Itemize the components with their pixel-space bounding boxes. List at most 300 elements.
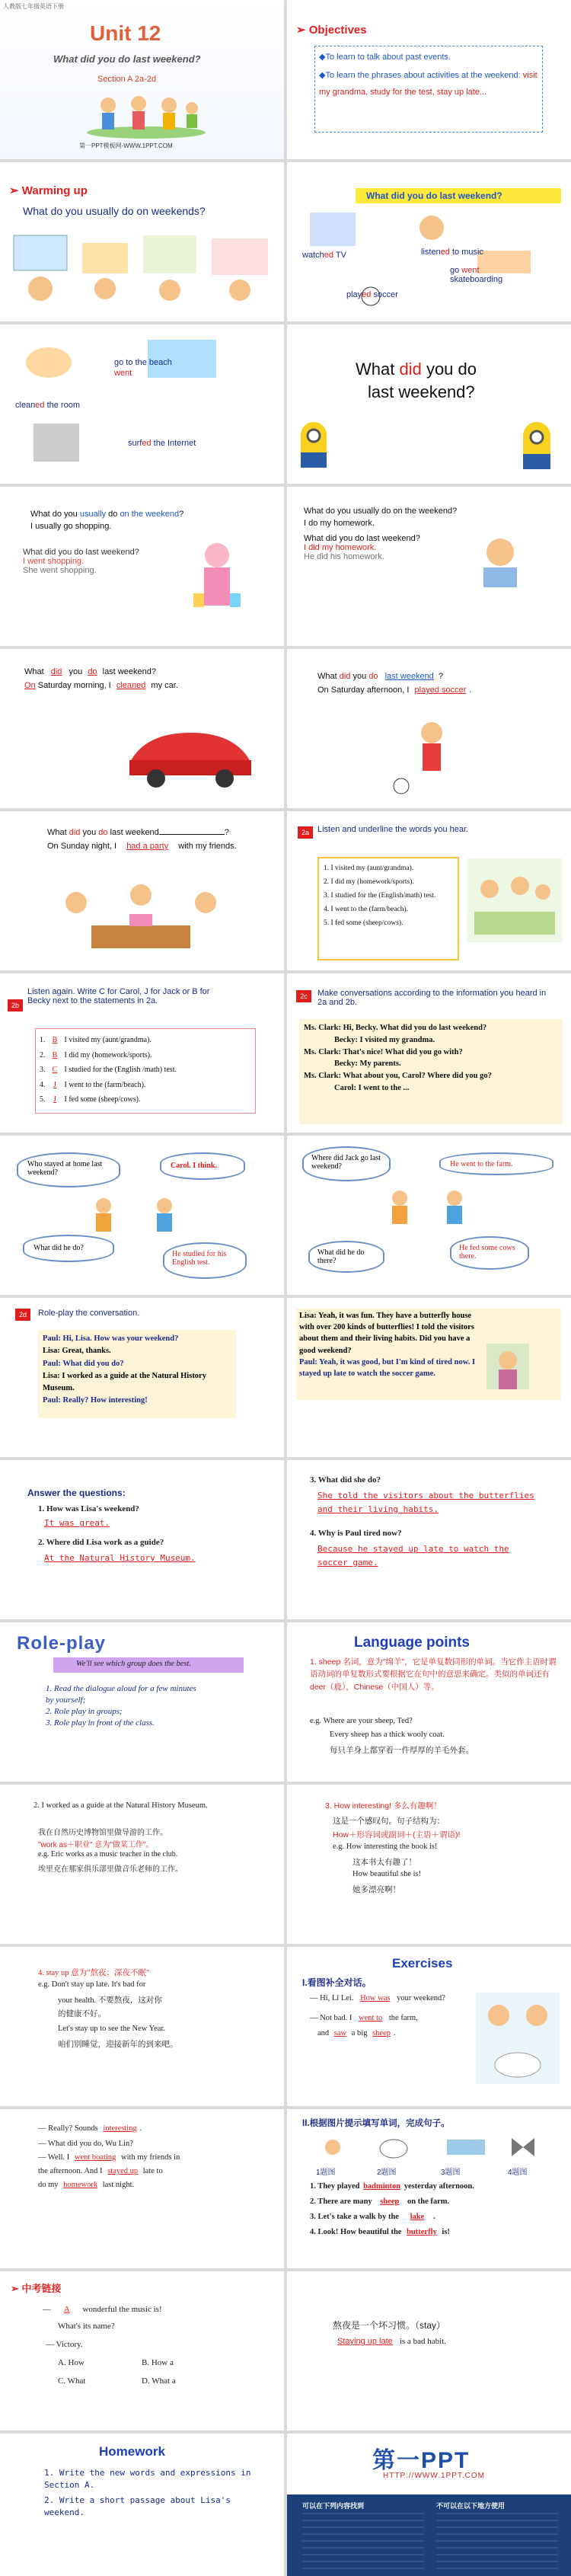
homework-item-1: 1. Write the new words and expressions in Section A. bbox=[44, 2468, 251, 2490]
text: . bbox=[394, 2029, 396, 2037]
link-list-1 bbox=[302, 2513, 424, 2569]
exercise-pictures bbox=[310, 2132, 553, 2162]
line-2 bbox=[43, 1345, 233, 1357]
minion-left bbox=[295, 419, 333, 477]
q-did: did bbox=[69, 828, 81, 837]
ppt-watermark: 第一PPT模板网-WWW.1PPT.COM bbox=[79, 142, 173, 149]
speaker: Paul: bbox=[43, 1334, 61, 1343]
section-label: Section A 2a-2d bbox=[97, 75, 157, 84]
answer-row-5: 5. J I fed some (sheep/cows). bbox=[40, 1092, 177, 1107]
line-4 bbox=[43, 1370, 233, 1395]
answer-usually: I usually go shopping. bbox=[30, 522, 112, 531]
exercise-line-3 bbox=[317, 2029, 396, 2037]
section-tag: 2d bbox=[15, 1309, 30, 1321]
answers-list bbox=[40, 1033, 177, 1107]
shopping-girl bbox=[190, 540, 244, 631]
text: a big bbox=[351, 2029, 368, 2037]
question-usually bbox=[30, 510, 183, 519]
slide-30 bbox=[287, 2271, 571, 2431]
question-2: 2. Where did Lisa work as a guide? bbox=[38, 1538, 164, 1547]
answer-statement: I visited my (aunt/grandma). bbox=[64, 1036, 152, 1044]
label-base: surf bbox=[128, 439, 142, 448]
instruction: Listen and underline the words you hear. bbox=[317, 825, 469, 834]
diamond-icon: ◆ bbox=[319, 71, 326, 80]
text: . bbox=[139, 2124, 142, 2133]
step-3: 3. Role play in front of the class. bbox=[46, 1718, 155, 1727]
question-line bbox=[24, 667, 156, 676]
answer-letter: B bbox=[52, 1050, 58, 1059]
sentence-2 bbox=[310, 2197, 449, 2206]
label-watched-tv bbox=[302, 251, 346, 260]
answer-statement: I studied for the (English /math) test. bbox=[64, 1066, 177, 1074]
slide-21 bbox=[0, 1622, 284, 1782]
statement-2: 2. I did my (homework/sports). bbox=[324, 878, 414, 887]
answer-text: Saturday morning, I bbox=[37, 681, 111, 690]
answer-letter: B bbox=[52, 1036, 58, 1044]
text: — Hi, Li Lei. bbox=[310, 1994, 354, 2002]
slide-19 bbox=[0, 1460, 284, 1619]
text: . bbox=[433, 2213, 435, 2221]
text: is a bad habit. bbox=[399, 2337, 446, 2346]
homework-heading: Homework bbox=[99, 2444, 165, 2459]
instruction: Role-play the conversation. bbox=[38, 1309, 140, 1318]
instruction: Listen again. Write C for Carol, J for Jack or B for Becky next to the statements in 2a. bbox=[27, 987, 210, 1005]
line-text: I worked as a guide at the Natural History Museum. bbox=[43, 1371, 206, 1393]
blank-cleaned: cleaned bbox=[116, 681, 146, 690]
q-what: What bbox=[47, 828, 69, 837]
text: 3. Let's take a walk by the bbox=[310, 2213, 399, 2221]
weekend-activities-illustration bbox=[6, 228, 277, 313]
warming-question: What do you usually do on weekends? bbox=[23, 205, 206, 217]
text: is! bbox=[442, 2228, 450, 2236]
label-base: go to the beach bbox=[114, 358, 172, 367]
column-heading-2: 不可以在以下地方使用 bbox=[436, 2502, 506, 2510]
banner-text: We'll see which group does the best. bbox=[76, 1660, 192, 1668]
q-you: you bbox=[80, 828, 99, 837]
text: and bbox=[317, 2029, 330, 2037]
point-2-rule: "work as＋职业" 意为"做某工作"。 bbox=[38, 1841, 154, 1849]
line-3: Ms. Clark: That's nice! What did you go with? bbox=[304, 1047, 463, 1056]
roleplay-heading: Role-play bbox=[17, 1633, 107, 1654]
q-last-weekend: last weekend? bbox=[102, 667, 156, 676]
question-text: What did you do last weekend? bbox=[366, 190, 502, 201]
kid-left bbox=[88, 1197, 119, 1239]
kids-illustration bbox=[85, 90, 207, 139]
blank-how-was: How was bbox=[360, 1994, 391, 2002]
label-cleaned-room bbox=[15, 401, 80, 410]
bubble-answer-1: He went to the farm. bbox=[439, 1152, 553, 1175]
option-d: D. What a bbox=[142, 2376, 176, 2386]
point-4-example-1c: 的健康不好。 bbox=[58, 2009, 106, 2018]
text: do my bbox=[38, 2181, 59, 2189]
word-what: What bbox=[356, 360, 400, 379]
line-5: Ms. Clark: What about you, Carol? Where did you go? bbox=[304, 1072, 492, 1080]
conversation-lines bbox=[299, 1310, 482, 1379]
answer-end: . bbox=[469, 686, 472, 695]
q-you: you bbox=[350, 672, 369, 681]
blank-answer-a: A bbox=[63, 2305, 70, 2314]
arrow-icon: ➢ bbox=[11, 2283, 22, 2294]
label-played-soccer bbox=[346, 290, 398, 299]
answer-letter: J bbox=[53, 1080, 56, 1089]
exam-line-2: What's its name? bbox=[58, 2322, 115, 2331]
step-2: 2. Role play in groups; bbox=[46, 1706, 123, 1716]
point-2-translation: 我在自然历史博物馆里做导游的工作。 bbox=[38, 1829, 167, 1837]
blank-underline bbox=[159, 834, 225, 835]
picture-label-4: 4题图 bbox=[508, 2169, 528, 2177]
answer-line bbox=[47, 842, 237, 851]
slide-5 bbox=[0, 324, 284, 484]
kid-right bbox=[149, 1197, 180, 1239]
answer-4: Because he stayed up late to watch the soccer game. bbox=[317, 1544, 509, 1568]
label-base: go bbox=[450, 266, 462, 275]
answer-statement: I did my (homework/sports). bbox=[64, 1050, 152, 1059]
answer-usually: I do my homework. bbox=[304, 519, 375, 528]
conversation-lines bbox=[304, 1022, 560, 1095]
diamond-icon: ◆ bbox=[319, 53, 326, 62]
example-1: e.g. Where are your sheep, Ted? bbox=[310, 1717, 413, 1725]
answer-line bbox=[24, 681, 178, 690]
point-2-example-translation: 埃里克在那家俱乐部里做音乐老师的工作。 bbox=[38, 1865, 183, 1874]
label-rest: skateboarding bbox=[450, 275, 503, 284]
slide-12 bbox=[287, 811, 571, 970]
slide-23 bbox=[0, 1785, 284, 1944]
text: the afternoon. And I bbox=[38, 2167, 103, 2175]
ghost-answer: I did my homework. bbox=[304, 543, 377, 552]
label-went: went bbox=[114, 369, 132, 378]
blank-had-party: had a party bbox=[126, 842, 169, 851]
text: your weekend? bbox=[397, 1994, 445, 2002]
point-4-example-1: e.g. Don't stay up late. It's bad for bbox=[38, 1980, 146, 1989]
exam-line-1 bbox=[43, 2305, 162, 2314]
point-3-rule: How＋形容词或副词＋(主语＋谓语)! bbox=[333, 1830, 461, 1839]
big-question-line2: last weekend? bbox=[368, 382, 475, 401]
answer-text: On Sunday night, I bbox=[47, 842, 117, 851]
objective-2-text: To learn the phrases about activities at the weekend: bbox=[325, 71, 523, 80]
slide-29 bbox=[0, 2271, 284, 2431]
slide-13 bbox=[0, 973, 284, 1133]
bubble-answer-2: He studied for his English test. bbox=[163, 1242, 247, 1279]
unit-title: Unit 12 bbox=[90, 21, 161, 45]
text: wonderful the music is! bbox=[82, 2305, 162, 2314]
blank-played-soccer: played soccer bbox=[414, 686, 467, 695]
text: — Really? Sounds bbox=[38, 2124, 98, 2133]
blank-on: On bbox=[24, 681, 36, 690]
translation-answer bbox=[333, 2337, 446, 2346]
blank-badminton: badminton bbox=[363, 2182, 401, 2191]
line-2: Becky: I visited my grandma. bbox=[334, 1035, 435, 1044]
question-line bbox=[317, 672, 443, 681]
example-3: 每只羊身上都穿着一件厚厚的羊毛外套。 bbox=[330, 1746, 474, 1755]
answer-1: It was great. bbox=[44, 1518, 110, 1528]
statement-4: 4. I went to the (farm/beach). bbox=[324, 906, 409, 914]
line-paul: Paul: Yeah, it was good, but I'm kind of tired now. I stayed up late to watch the soccer game. bbox=[299, 1357, 476, 1379]
exam-line-3: — Victory. bbox=[46, 2340, 83, 2349]
option-a: A. How bbox=[58, 2358, 85, 2367]
picture-label-3: 3题图 bbox=[441, 2169, 461, 2177]
column-heading-1: 可以在下列内容找到 bbox=[302, 2502, 365, 2510]
answer-statement: I fed some (sheep/cows). bbox=[64, 1095, 141, 1104]
bubble-question-2: What did he do? bbox=[23, 1235, 114, 1262]
label-rest: soccer bbox=[371, 290, 398, 299]
blank-saw: saw bbox=[333, 2029, 347, 2037]
exam-link-text: 中考链接 bbox=[21, 2283, 62, 2294]
point-1: 1. sheep 名词，意为"绵羊"，它是单复数同形的单词。当它作主语时谓语动词的单复数形式要根据它在句中的意思来确定。类似的单词还有deer（鹿），Chinese（中国人）等。 bbox=[310, 1657, 557, 1692]
slide-10 bbox=[287, 649, 571, 808]
translation-prompt: 熬夜是一个坏习惯。（stay） bbox=[333, 2320, 446, 2331]
word-did: did bbox=[399, 360, 422, 379]
objectives-heading-text: Objectives bbox=[308, 24, 367, 37]
arrow-icon: ➢ bbox=[296, 24, 309, 37]
slide-20 bbox=[287, 1460, 571, 1619]
exercise-2-title: II.根据图片提示填写单词，完成句子。 bbox=[302, 2119, 450, 2128]
label-ending: ed bbox=[440, 248, 450, 257]
soccer-boy bbox=[378, 718, 470, 801]
homework-item-2: 2. Write a short passage about Lisa's weekend. bbox=[44, 2495, 231, 2517]
point-4-example-1b: your health. 不要熬夜，这对你 bbox=[58, 1996, 162, 2005]
blank-went-boating: went boating bbox=[74, 2153, 116, 2162]
text: yesterday afternoon. bbox=[404, 2182, 474, 2191]
bubble-question-2: What did he do there? bbox=[308, 1241, 384, 1273]
ghost-answer-2: He did his homework. bbox=[304, 552, 384, 561]
label-ending: ed bbox=[362, 290, 372, 299]
objective-1-text: To learn to talk about past events. bbox=[325, 53, 451, 62]
slide-16 bbox=[287, 1136, 571, 1295]
q-part: What do you bbox=[30, 510, 80, 519]
homework-boy bbox=[470, 532, 531, 593]
label-base: clean bbox=[15, 401, 36, 410]
section-tag: 2c bbox=[296, 990, 311, 1002]
slide-27 bbox=[0, 2109, 284, 2268]
line-1 bbox=[43, 1333, 233, 1345]
exam-link-heading bbox=[11, 2280, 62, 2295]
point-2-example: e.g. Eric works as a music teacher in the club. bbox=[38, 1850, 178, 1858]
exercises-heading: Exercises bbox=[392, 1956, 453, 1970]
line-4: Becky: My parents. bbox=[334, 1059, 401, 1069]
answer-3: She told the visitors about the butterflies and their living habits. bbox=[317, 1491, 534, 1514]
slide-3 bbox=[0, 162, 284, 321]
line-text: Hi, Lisa. How was your weekend? bbox=[62, 1334, 179, 1343]
slide-2 bbox=[287, 0, 571, 159]
line-3 bbox=[43, 1358, 233, 1370]
slide-9 bbox=[0, 649, 284, 808]
slide-28 bbox=[287, 2109, 571, 2268]
label-base: watch bbox=[302, 251, 324, 260]
warming-up-heading bbox=[9, 184, 88, 197]
word-you-do: you do bbox=[421, 360, 477, 379]
roleplay-steps bbox=[46, 1683, 198, 1728]
statement-3: 3. I studied for the (English/math) test. bbox=[324, 892, 436, 900]
label-base: play bbox=[346, 290, 362, 299]
slide-4 bbox=[287, 162, 571, 321]
q-mark: ? bbox=[438, 672, 443, 681]
bubble-question-1: Who stayed at home last weekend? bbox=[17, 1152, 120, 1187]
slide-1 bbox=[0, 0, 284, 159]
bubble-answer-1: Carol. I think. bbox=[160, 1152, 245, 1180]
point-3-example-2: How beautiful she is! bbox=[352, 1870, 422, 1878]
point-3: 3. How interesting! 多么有趣啊！ bbox=[325, 1801, 442, 1811]
text: 1. They played bbox=[310, 2182, 360, 2191]
line-text: Great, thanks. bbox=[62, 1347, 111, 1356]
answer-end: my car. bbox=[151, 681, 178, 690]
statement-1: 1. I visited my (aunt/grandma). bbox=[324, 865, 414, 872]
text: last night. bbox=[102, 2181, 135, 2189]
label-rest: the Internet bbox=[151, 439, 196, 448]
question-4: 4. Why is Paul tired now? bbox=[310, 1529, 402, 1538]
point-4-example-2-translation: 咱们别睡觉，迎接新年的到来吧。 bbox=[58, 2040, 178, 2049]
kid-left bbox=[384, 1189, 415, 1232]
line-1: Ms. Clark: Hi, Becky. What did you do last weekend? bbox=[304, 1024, 487, 1032]
exercise-1-title: I.看图补全对话。 bbox=[302, 1977, 372, 1988]
minion-right bbox=[515, 419, 558, 478]
answer-letter: J bbox=[53, 1095, 56, 1104]
slide-11 bbox=[0, 811, 284, 970]
activities-illustration bbox=[302, 205, 561, 318]
blank-do: do bbox=[88, 667, 97, 676]
slide-32 bbox=[287, 2434, 571, 2576]
language-points-heading: Language points bbox=[354, 1635, 470, 1651]
site-logo: 第一PPT bbox=[372, 2448, 471, 2473]
example-2: Every sheep has a thick wooly coat. bbox=[330, 1731, 445, 1739]
sentence-1 bbox=[310, 2182, 474, 2191]
site-url: HTTP://WWW.1PPT.COM bbox=[383, 2472, 485, 2480]
point-3-desc: 这是一个感叹句。句子结构为： bbox=[333, 1817, 445, 1826]
slide-26 bbox=[287, 1947, 571, 2106]
slide-22 bbox=[287, 1622, 571, 1782]
exercise-line-5: — What did you do, Wu Lin? bbox=[38, 2140, 133, 2148]
blank-staying-up-late: Staying up late bbox=[337, 2337, 393, 2346]
exercise-line-4 bbox=[38, 2124, 142, 2133]
blank-sheep: sheep bbox=[380, 2197, 400, 2206]
slide-7 bbox=[0, 487, 284, 646]
label-base: listen bbox=[421, 248, 441, 257]
blank-last-weekend: last weekend bbox=[384, 672, 434, 681]
point-2: 2. I worked as a guide at the Natural History Museum. bbox=[33, 1801, 208, 1810]
answer-letter: C bbox=[52, 1066, 58, 1074]
ghost-answer-2: She went shopping. bbox=[23, 566, 97, 575]
option-c: C. What bbox=[58, 2376, 86, 2386]
text: with my friends in bbox=[121, 2153, 180, 2162]
text: — Not bad. I bbox=[310, 2014, 352, 2022]
slide-31 bbox=[0, 2434, 284, 2576]
arrow-icon: ➢ bbox=[9, 184, 22, 197]
link-list-2 bbox=[436, 2513, 558, 2569]
q-you: you bbox=[69, 667, 83, 676]
instruction: Make conversations according to the information you heard in 2a and 2b. bbox=[317, 989, 547, 1007]
point-4-example-2: Let's stay up to see the New Year. bbox=[58, 2025, 165, 2033]
q-mark: ? bbox=[224, 828, 229, 837]
label-ending: ed bbox=[35, 401, 45, 410]
section-tag: 2b bbox=[8, 999, 23, 1012]
answer-2: At the Natural History Museum. bbox=[44, 1553, 196, 1563]
speaker: Paul: bbox=[43, 1359, 61, 1368]
question-3: 3. What did she do? bbox=[310, 1475, 381, 1485]
course-tag: 人教版七年级英语下册 bbox=[3, 3, 64, 10]
label-ending: ed bbox=[142, 439, 152, 448]
line-text: Really? How interesting! bbox=[62, 1396, 148, 1405]
point-4: 4. stay up 意为"熬夜；深夜不眠" bbox=[38, 1969, 150, 1977]
text: on the farm. bbox=[407, 2197, 450, 2206]
q-what: What bbox=[24, 667, 44, 676]
text: 2. There are many bbox=[310, 2197, 372, 2206]
picture-label-1: 1题图 bbox=[316, 2169, 336, 2177]
q-did: did bbox=[339, 672, 351, 681]
party-illustration bbox=[46, 872, 236, 964]
label-surfed-internet bbox=[128, 439, 196, 448]
objective-2 bbox=[319, 67, 540, 101]
picture-label-2: 2题图 bbox=[377, 2169, 397, 2177]
bubble-question-1: Where did Jack go last weekend? bbox=[302, 1146, 391, 1181]
kid-right bbox=[439, 1189, 470, 1232]
question-1: 1. How was Lisa's weekend? bbox=[38, 1504, 139, 1513]
answer-statement: I went to the (farm/beach). bbox=[64, 1080, 146, 1089]
statements-list bbox=[324, 861, 458, 930]
speaker: Paul: bbox=[43, 1396, 61, 1405]
label-listened-music bbox=[421, 248, 483, 257]
statement-5: 5. I fed some (sheep/cows). bbox=[324, 919, 404, 928]
exercise-line-6 bbox=[38, 2153, 180, 2162]
section-tag: 2a bbox=[298, 826, 313, 839]
answer-row-3: 3. C I studied for the (English /math) test. bbox=[40, 1063, 177, 1078]
slide-15 bbox=[0, 1136, 284, 1295]
line-5 bbox=[43, 1395, 233, 1407]
exercise-line-7 bbox=[38, 2167, 163, 2175]
answer-row-4: 4. J I went to the (farm/beach). bbox=[40, 1078, 177, 1093]
q-mark: ? bbox=[179, 510, 184, 519]
text: late to bbox=[142, 2167, 163, 2175]
slide-17 bbox=[0, 1298, 284, 1457]
q-usually: usually bbox=[79, 510, 107, 519]
text: 4. Look! How beautiful the bbox=[310, 2228, 402, 2236]
q-do: do bbox=[98, 828, 108, 837]
blank-stayed-up: stayed up bbox=[107, 2167, 139, 2175]
sentence-4 bbox=[310, 2228, 450, 2236]
warming-up-text: Warming up bbox=[21, 184, 88, 197]
q-do: do bbox=[368, 672, 378, 681]
sentence-3 bbox=[310, 2213, 435, 2221]
blank-sheep: sheep bbox=[372, 2029, 391, 2037]
blank-homework: homework bbox=[63, 2181, 98, 2189]
slide-14 bbox=[287, 973, 571, 1133]
ghost-answer: I went shopping. bbox=[23, 557, 85, 566]
label-rest: the room bbox=[44, 401, 81, 410]
answer-heading: Answer the questions: bbox=[27, 1488, 126, 1498]
q-what: What bbox=[317, 672, 340, 681]
lesson-title: What did you do last weekend? bbox=[53, 53, 201, 65]
objective-2-phrases: visit my grandma, study for the test, stay up late... bbox=[319, 71, 538, 97]
family-illustration bbox=[467, 858, 563, 942]
slide-18 bbox=[287, 1298, 571, 1457]
answer-line bbox=[317, 686, 471, 695]
label-ending: went bbox=[461, 266, 480, 275]
blank-interesting: interesting bbox=[103, 2124, 137, 2133]
speaker: Lisa: bbox=[43, 1371, 60, 1380]
ghost-question: What did you do last weekend? bbox=[304, 534, 420, 543]
option-b: B. How a bbox=[142, 2358, 174, 2367]
text: — Well. I bbox=[38, 2153, 70, 2162]
slide-8 bbox=[287, 487, 571, 646]
exercise-line-8 bbox=[38, 2181, 134, 2189]
q-part: do bbox=[106, 510, 120, 519]
girl-photo bbox=[486, 1344, 529, 1389]
exercise-line-1 bbox=[310, 1994, 445, 2002]
big-question-line1 bbox=[356, 360, 477, 379]
line-text: What did you do? bbox=[62, 1359, 124, 1368]
answer-row-1: 1. B I visited my (aunt/grandma). bbox=[40, 1033, 177, 1048]
text: the farm, bbox=[388, 2014, 418, 2022]
label-ending: ed bbox=[324, 251, 333, 260]
conversation-lines bbox=[43, 1333, 233, 1408]
